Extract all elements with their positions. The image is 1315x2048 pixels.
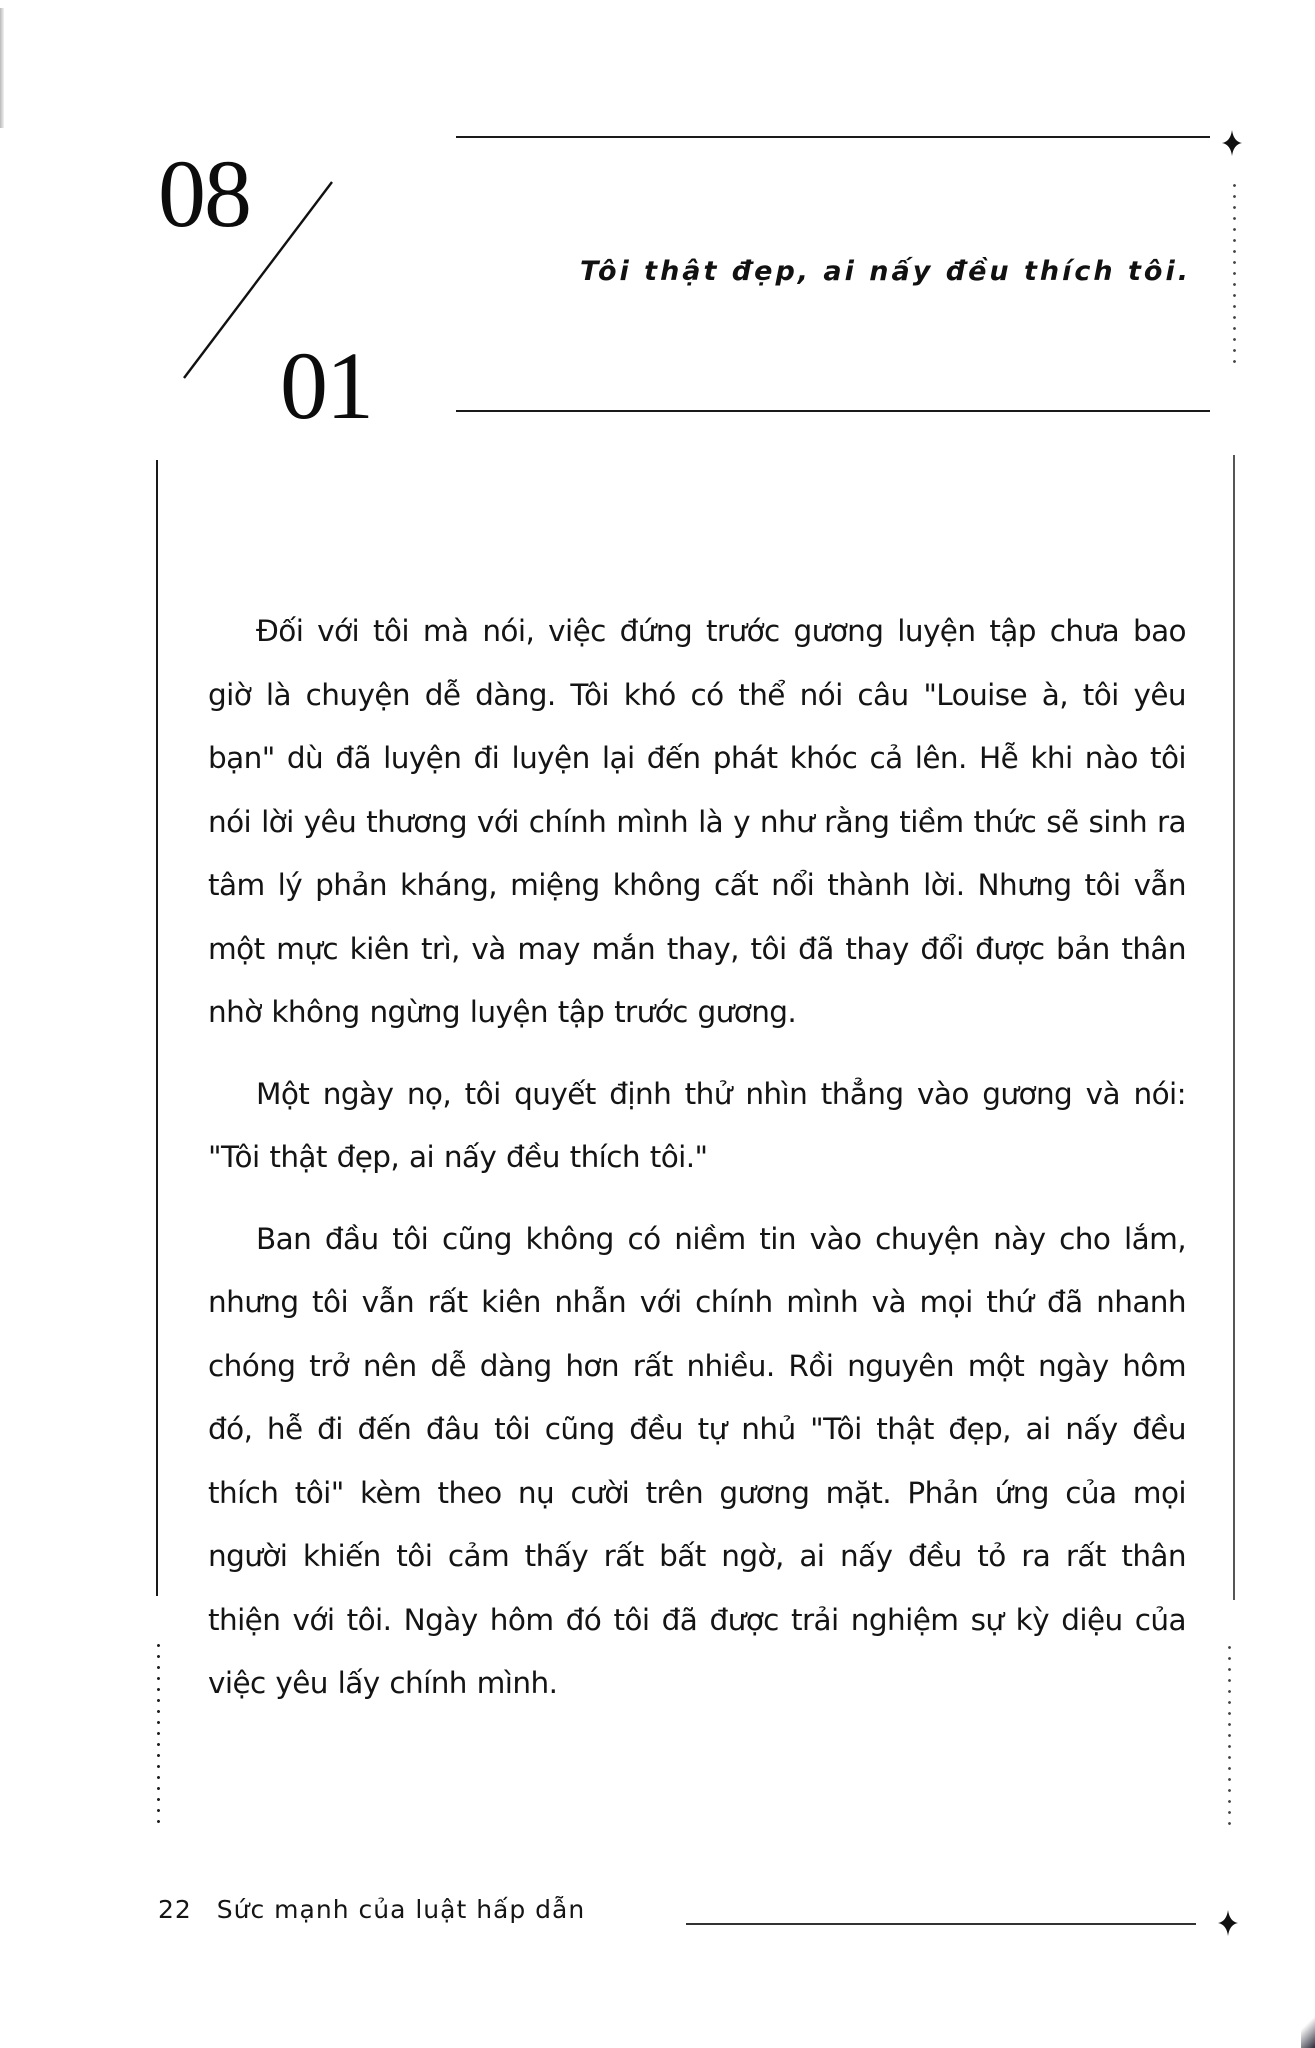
dotted-border-right-bottom — [1228, 1642, 1231, 1827]
header-rule-top — [456, 136, 1210, 138]
page-number: 22 — [158, 1895, 192, 1924]
body-text — [208, 600, 1186, 1716]
page-corner-shadow — [1301, 2008, 1315, 2048]
book-title: Sức mạnh của luật hấp dẫn — [216, 1895, 586, 1924]
page-edge-shadow — [0, 8, 4, 128]
chapter-number-top: 08 — [158, 140, 250, 247]
frame-line-right — [1233, 455, 1235, 1600]
frame-line-left — [156, 460, 158, 1596]
header-rule-bottom — [456, 410, 1210, 412]
chapter-number-bottom: 01 — [280, 332, 372, 439]
sparkle-ornament-icon — [1222, 130, 1242, 156]
dotted-border-right-top — [1233, 180, 1236, 370]
paragraph-2: Một ngày nọ, tôi quyết định thử nhìn thẳng vào gương và nói: "Tôi thật đẹp, ai nấy đều thích tôi." — [208, 1076, 1186, 1174]
footer-rule — [686, 1923, 1196, 1925]
paragraph-1: Đối với tôi mà nói, việc đứng trước gương luyện tập chưa bao giờ là chuyện dễ dàng. Tôi khó có thể nói câu "Louise à, tôi yêu bạn" dù đã luyện đi luyện lại đến phát khóc cả lên. Hễ khi nào tôi nói lời yêu thương với chính mình là y như rằng tiềm thức sẽ sinh ra tâm lý phản kháng, miệng không cất nổi thành lời. Nhưng tôi vẫn một mực kiên trì, và may mắn thay, tôi đã thay đổi được bản thân nhờ không ngừng luyện tập trước gương. — [208, 614, 1186, 1029]
chapter-subtitle: Tôi thật đẹp, ai nấy đều thích tôi. — [580, 256, 1191, 287]
sparkle-ornament-icon — [1218, 1910, 1238, 1936]
paragraph-3: Ban đầu tôi cũng không có niềm tin vào chuyện này cho lắm, nhưng tôi vẫn rất kiên nhẫn với chính mình và mọi thứ đã nhanh chóng trở nên dễ dàng hơn rất nhiều. Rồi nguyên một ngày hôm đó, hễ đi đến đâu tôi cũng đều tự nhủ "Tôi thật đẹp, ai nấy đều thích tôi" kèm theo nụ cười trên gương mặt. Phản ứng của mọi người khiến tôi cảm thấy rất bất ngờ, ai nấy đều tỏ ra rất thân thiện với tôi. Ngày hôm đó tôi đã được trải nghiệm sự kỳ diệu của việc yêu lấy chính mình. — [208, 1221, 1186, 1700]
running-footer — [158, 1895, 585, 1924]
dotted-border-left-bottom — [157, 1640, 160, 1825]
